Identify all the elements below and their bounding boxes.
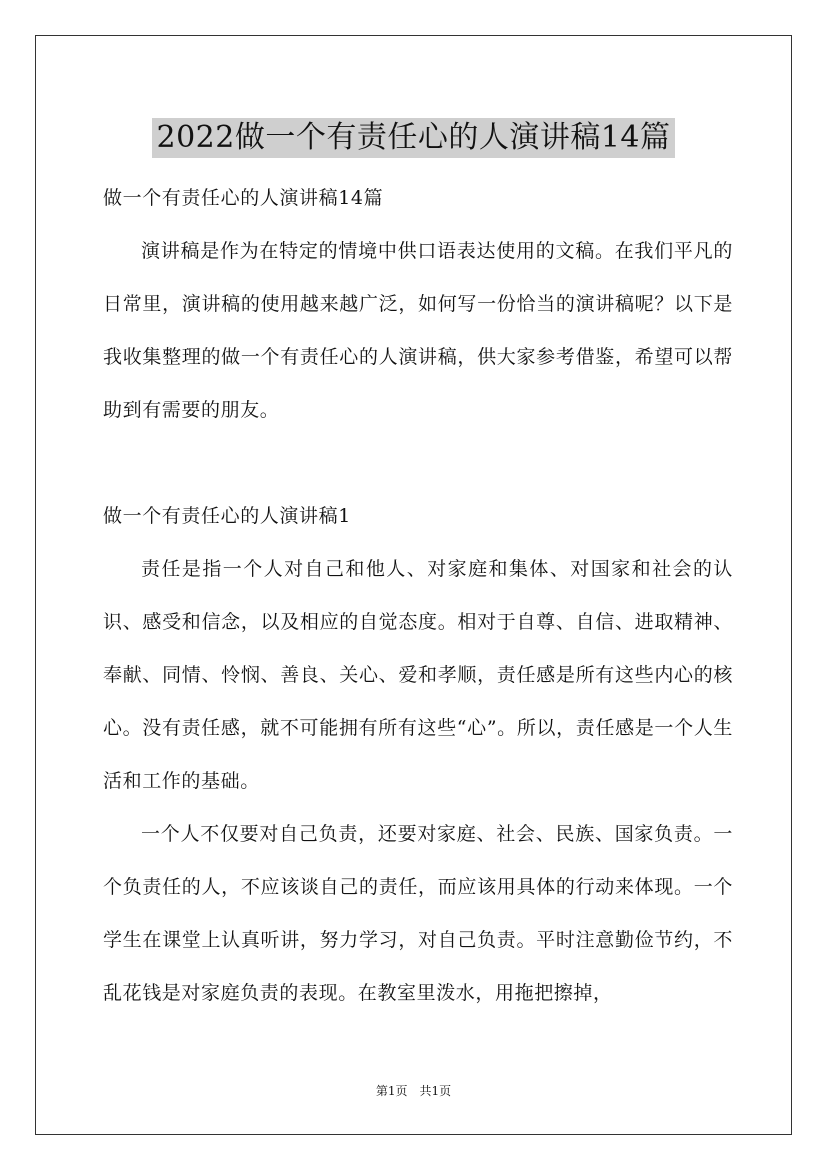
- document-title: 2022做一个有责任心的人演讲稿14篇: [152, 118, 674, 158]
- intro-paragraph: 演讲稿是作为在特定的情境中供口语表达使用的文稿。在我们平凡的日常里，演讲稿的使用越来越广泛，如何写一份恰当的演讲稿呢？以下是我收集整理的做一个有责任心的人演讲稿，供大家参考借鉴，希望可以帮助到有需要的朋友。: [103, 240, 733, 421]
- document-subtitle: 做一个有责任心的人演讲稿14篇: [103, 187, 384, 209]
- section-heading: 做一个有责任心的人演讲稿1: [103, 505, 351, 527]
- title-container: [0, 98, 827, 178]
- paragraph-gap: [103, 437, 733, 490]
- body-paragraph: 一个人不仅要对自己负责，还要对家庭、社会、民族、国家负责。一个负责任的人，不应该谈自己的责任，而应该用具体的行动来体现。一个学生在课堂上认真听讲，努力学习，对自己负责。平时注意勤俭节约，不乱花钱是对家庭负责的表现。在教室里泼水，用拖把擦掉，: [103, 823, 733, 1004]
- body-paragraph: 责任是指一个人对自己和他人、对家庭和集体、对国家和社会的认识、感受和信念，以及相应的自觉态度。相对于自尊、自信、进取精神、奉献、同情、怜悯、善良、关心、爱和孝顺，责任感是所有这些内心的核心。没有责任感，就不可能拥有所有这些“心”。所以，责任感是一个人生活和工作的基础。: [103, 558, 733, 792]
- document-body: [103, 172, 733, 1020]
- page-footer: 第1页 共1页: [375, 1084, 452, 1098]
